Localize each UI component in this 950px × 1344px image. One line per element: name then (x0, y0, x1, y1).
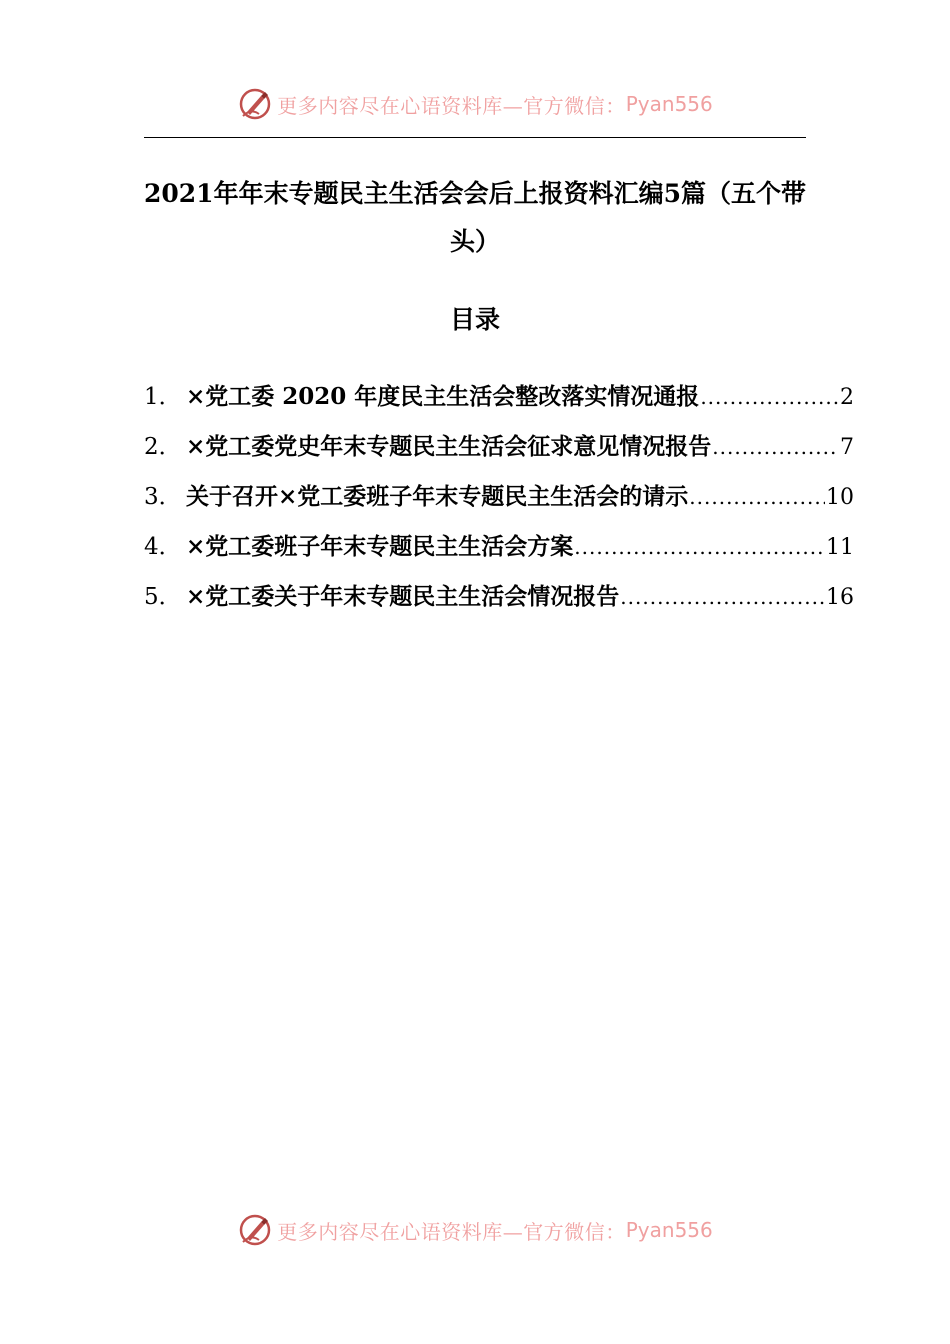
toc-item-label: 关于召开×党工委班子年末专题民主生活会的请示 (186, 483, 689, 510)
toc-dot-leader (712, 422, 839, 472)
toc-item-4[interactable] (144, 522, 854, 572)
toc-item-label: ×党工委党史年末专题民主生活会征求意见情况报告 (186, 433, 712, 460)
toc-item-label: ×党工委 2020 年度民主生活会整改落实情况通报 (186, 383, 700, 410)
toc-item-page: 11 (826, 535, 854, 560)
toc-item-3[interactable] (144, 472, 854, 522)
toc-item-number: 3． (144, 484, 182, 510)
toc-item-1[interactable] (144, 372, 854, 422)
toc-dot-leader (689, 472, 825, 522)
toc-item-number: 4． (144, 534, 182, 560)
header-watermark-banner (0, 82, 950, 126)
toc-heading: 目录 (449, 305, 500, 334)
toc-dot-leader (700, 372, 839, 422)
pen-logo-icon (237, 86, 273, 122)
watermark-text: 更多内容尽在心语资料库—官方微信： (277, 93, 626, 118)
watermark-text: 更多内容尽在心语资料库—官方微信： (277, 1219, 626, 1244)
pen-logo-icon (237, 1212, 273, 1248)
toc-item-number: 5． (144, 584, 182, 610)
toc-item-5[interactable] (144, 572, 854, 622)
toc-item-label: ×党工委关于年末专题民主生活会情况报告 (186, 583, 620, 610)
toc-item-page: 2 (840, 385, 854, 410)
toc-item-number: 2． (144, 434, 182, 460)
toc-item-label: ×党工委班子年末专题民主生活会方案 (186, 533, 574, 560)
watermark-wechat-id: Pyan556 (625, 92, 713, 116)
toc-item-page: 16 (826, 585, 854, 610)
toc-item-page: 7 (840, 435, 854, 460)
toc-dot-leader (574, 522, 825, 572)
toc-dot-leader (620, 572, 825, 622)
toc-item-page: 10 (826, 485, 854, 510)
document-title: 2021年年末专题民主生活会会后上报资料汇编5篇（五个带头） (144, 179, 806, 256)
header-rule (144, 137, 806, 138)
toc-item-number: 1． (144, 384, 182, 410)
footer-watermark-banner (0, 1208, 950, 1252)
watermark-wechat-id: Pyan556 (625, 1218, 713, 1242)
table-of-contents (144, 372, 854, 622)
toc-item-2[interactable] (144, 422, 854, 472)
